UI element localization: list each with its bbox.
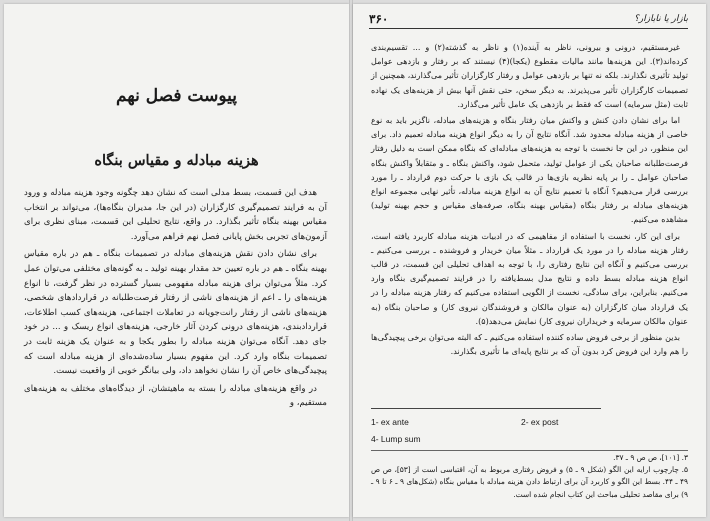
footnote-3: ۳. [۱۰۱]، ص ص ۹ ـ ۳۷.: [613, 453, 688, 462]
right-page: [353, 4, 706, 517]
running-title: بازار یا نابازار؟: [634, 14, 688, 24]
left-paragraph-2: برای نشان دادن نقش هزینه‌های مبادله در تصمیمات بنگاه ـ هم در باره مقیاس بهینه بنگاه ـ هم در باره تعیین حد مقدار بهینه تولید ـ به گونه‌های مختلفی می‌توان عمل کرد. مثلاً می‌توان برای هزینه مبادله مفهومی بسیار گسترده در نظر گرفت، تا انواع هزینه‌های را ـ اعم از هزینه‌های ناشی از رفتار فرصت‌طلبانه در قراردادهای شخصی، هزینه‌های ناشی از رفتار رانت‌جویانه در تعاملات اجتماعی، هزینه‌های کسب اطلاعات، قراردادبندی، هزینه‌های درونی کردن آثار خارجی، هزینه‌های انواع ریسک و ... در خود جای دهد. آنگاه می‌توان هزینه مبادله را بطور یکجا و به عنوان یک هزینه ثابت در تصمیمات بنگاه وارد کرد. این مفهوم بسیار ساده‌شده‌ای از هزینه مبادله است که پیچیدگی‌های خاص آن را نشان نخواهد داد، ولی بیانگر خوبی از واقعیت نیست.: [24, 249, 327, 377]
right-paragraph-3: برای این کار، نخست با استفاده از مفاهیمی که در ادبیات هزینه مبادله کاربرد یافته است، رفتار هزینه مبادله را در مورد یک قرارداد ـ مثلاً میان خریدار و فروشنده ـ بررسی می‌کنیم ـ بررسی می‌کنیم و آنگاه این نتایج رفتاری را، با توجه به اهداف تحلیلی این قسمت، در قالب انواع هزینه مبادله بسط داده و نتایج مدل بسط‌یافته را در فرایند تصمیم‌گیری بنگاه وارد می‌کنیم. بنابراین، برای سادگی، نخست از الگویی استفاده می‌کنیم که رفتار هزینه مبادله را در یک قرارداد میان کارگزاران (به عنوان مالکان و فروشندگان نیروی کار) و صاحبان بنگاه (به عنوان مالکان سرمایه و خریداران نیروی کار) نمایش می‌دهد(۵).: [371, 230, 688, 326]
footnote-divider-2: [371, 450, 688, 451]
page-number: ۳۶۰: [369, 12, 389, 26]
footnotes-persian: [371, 452, 688, 501]
footnotes-latin: [371, 414, 688, 448]
footnote-2: 2- ex post: [521, 417, 559, 427]
footnote-divider: [371, 408, 601, 409]
chapter-title: پیوست فصل نهم: [115, 86, 238, 106]
footnote-row: [371, 431, 688, 448]
right-paragraph-4: بدین منظور از برخی فروض ساده کننده استفاده می‌کنیم ـ که البته می‌توان برخی پیچیدگی‌ها را هم وارد این فروض کرد بدون آن که بر نتایج پایه‌ای ما تأثیری بگذارند.: [371, 332, 688, 357]
right-paragraph-2: اما برای نشان دادن کنش و واکنش میان رفتار بنگاه و هزینه‌های مبادله، ناگزیر باید به نوع خاصی از هزینه مبادله محدود شد. آنگاه نتایج آن را به دیگر انواع هزینه مبادله تعمیم داد. برای این منظور، در این جا نخست با توجه به هزینه‌های مبادله‌ای که بنگاه ممکن است به دلیل رفتار فرصت‌طلبانه صاحبان یکی از عوامل تولید، متحمل شود، واکنش بنگاه ـ و متقابلاً واکنش بنگاه صاحبان عوامل ـ را بر پایه نظریه بازی‌ها در قالب یک بازی با حرکت دوم قرارداد ـ را مورد بررسی قرار می‌دهیم؟ آنگاه با تعمیم نتایج آن به انواع هزینه مبادله، تأثیر نهایی مجموعه انواع هزینه‌های مبادله بر رفتار بنگاه (مقیاس بهینه بنگاه، صرفه‌های مقیاس و حجم بهینه تولید) مشاهده می‌کنیم.: [371, 115, 688, 225]
right-body-text: [371, 40, 688, 360]
section-title: هزینه مبادله و مقیاس بنگاه: [94, 152, 259, 169]
left-paragraph-3: در واقع هزینه‌های مبادله را بسته به ماهیتشان، از دیدگاه‌های مختلف به هزینه‌های مستقیم، و: [24, 383, 327, 409]
left-body-text: [24, 186, 327, 414]
right-paragraph-1: غیرمستقیم، درونی و بیرونی، ناظر به آینده(۱) و ناظر به گذشته(۲) و ... تقسیم‌بندی کرده‌اند(۳). این هزینه‌ها مانند مالیات مقطوع (یکجا)(۴) نیستند که بر رفتار و بازدهی عوامل تولید تأثیری نگذارند. بلکه نه تنها بر بازدهی عوامل و رفتار کارگزاران تأثیر می‌گذارند، همچنین از تصمیمات کارگزاران تأثیر می‌پذیرند. به دیگر سخن، حتی نقش آنها بیش از هزینه‌های یک نهاده ثابت (مثل سرمایه) است که فقط بر بازدهی یک عامل تأثیر می‌گذارد.: [371, 42, 688, 109]
footnote-5: ۵. چارچوب ارایه این الگو (شکل ۹ ـ ۵) و فروض رفتاری مربوط به آن، اقتباسی است از [۵۳]، ص ص ۴۹ ـ ۴۴. بسط این الگو و کاربرد آن برای ارتباط دادن هزینه مبادله با مقیاس بنگاه (شکل‌های ۹ ـ ۶ تا ۹ ـ ۹) برای مقاصد تحلیلی مباحث این کتاب انجام شده است.: [371, 465, 688, 499]
footnote-row: [371, 414, 688, 431]
running-header: [369, 12, 688, 29]
left-page: [4, 4, 349, 517]
footnote-4: 4- Lump sum: [371, 434, 421, 444]
footnote-1: 1- ex ante: [371, 417, 409, 427]
left-paragraph-1: هدف این قسمت، بسط مدلی است که نشان دهد چگونه وجود هزینه مبادله و ورود آن به فرایند تصمیم‌گیری کارگزاران (در این جا، مدیران بنگاه‌ها)، می‌تواند بر انتخاب مقیاس بهینه بنگاه تأثیر بگذارد. در واقع، نتایج تحلیلی این قسمت، مبنای نظری برای آزمون‌های تجربی بخش پایانی فصل نهم فراهم می‌آورد.: [24, 188, 327, 242]
